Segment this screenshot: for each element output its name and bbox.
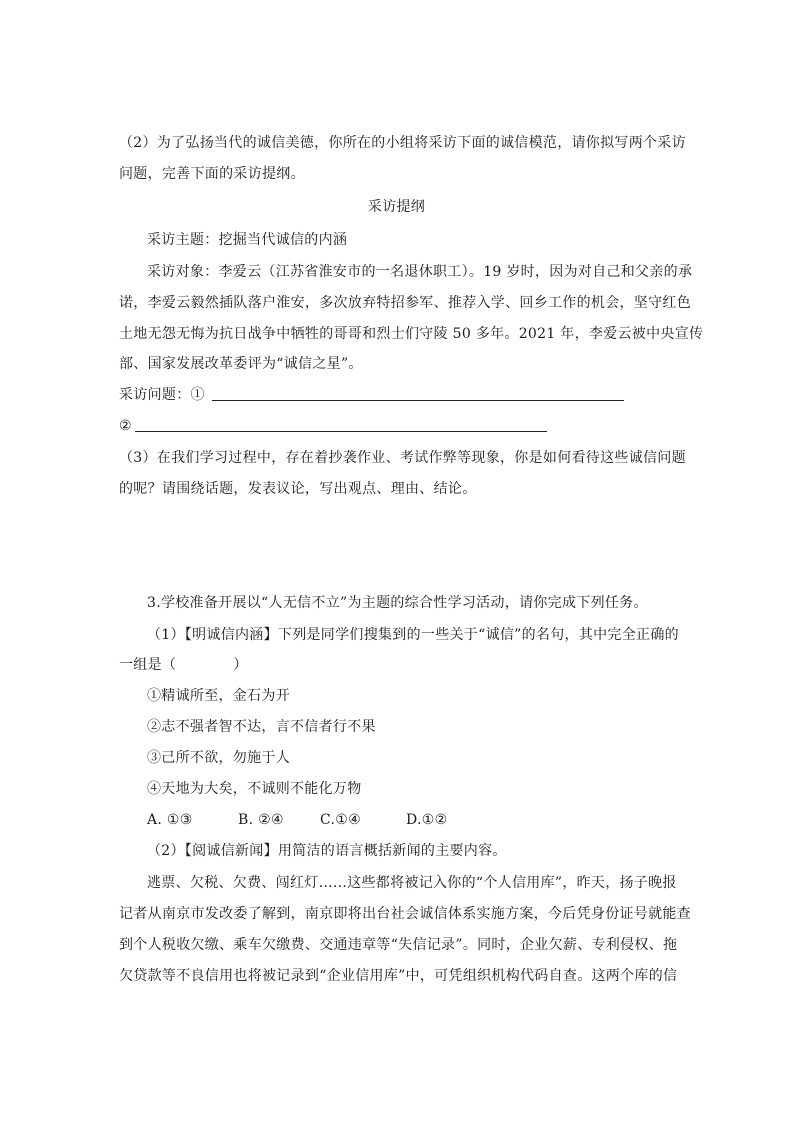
question-2-marker: ②	[119, 418, 132, 434]
choice-d[interactable]: D.①②	[406, 812, 448, 828]
question-3-line-2: 的呢？请围绕话题，发表议论，写出观点、理由、结论。	[119, 481, 477, 497]
interview-object-line-1: 采访对象：李爱云（江苏省淮安市的一名退休职工）。19 岁时，因为对自己和父亲的承	[147, 264, 693, 280]
interview-topic: 采访主题：挖掘当代诚信的内涵	[147, 232, 348, 248]
quote-item-1: ①精诚所至，金石为开	[147, 688, 290, 704]
news-line-2: 记者从南京市发改委了解到，南京即将出台社会诚信体系实施方案，今后凭身份证号就能查	[119, 906, 691, 922]
interview-questions-label: 采访问题：①	[119, 387, 205, 403]
question-2-line-1: （2）为了弘扬当代的诚信美德，你所在的小组将采访下面的诚信模范，请你拟写两个采访	[119, 135, 686, 151]
news-line-3: 到个人税收欠缴、乘车欠缴费、交通违章等“失信记录”。同时，企业欠薪、专利侵权、拖	[119, 937, 678, 953]
answer-blank-1[interactable]	[212, 400, 624, 401]
quote-item-4: ④天地为大矣，不诚则不能化万物	[147, 781, 362, 797]
quote-item-3: ③己所不欲，勿施于人	[147, 750, 290, 766]
news-line-1: 逃票、欠税、欠费、闯红灯……这些都将被记入你的“个人信用库”，昨天，扬子晚报	[147, 875, 677, 891]
quote-item-2: ②志不强者智不达，言不信者行不果	[147, 719, 376, 735]
news-line-4: 欠贷款等不良信用也将被记录到“企业信用库”中，可凭组织机构代码自查。这两个库的信	[119, 968, 678, 984]
question-2-line-2: 问题，完善下面的采访提纲。	[119, 166, 305, 182]
outline-title: 采访提纲	[367, 199, 426, 215]
choice-c[interactable]: C.①④	[320, 812, 361, 828]
choice-b[interactable]: B. ②④	[238, 812, 284, 828]
task-3-intro: 3.学校准备开展以“人无信不立”为主题的综合性学习活动，请你完成下列任务。	[147, 595, 648, 611]
interview-object-line-3: 土地无怨无悔为抗日战争中牺牲的哥哥和烈士们守陵 50 多年。2021 年，李爱云被中央宣传	[119, 326, 704, 342]
sub-question-2: （2）【阅诚信新闻】用简洁的语言概括新闻的主要内容。	[147, 843, 507, 859]
sub-question-1-line-2: 一组是（ ）	[119, 657, 248, 673]
interview-object-line-2: 诺，李爱云毅然插队落户淮安，多次放弃特招参军、推荐入学、回乡工作的机会，坚守红色	[119, 295, 691, 311]
choice-a[interactable]: A. ①③	[147, 812, 193, 828]
answer-blank-2[interactable]	[135, 431, 547, 432]
question-3-line-1: （3）在我们学习过程中，存在着抄袭作业、考试作弊等现象，你是如何看待这些诚信问题	[119, 450, 686, 466]
sub-question-1-line-1: （1）【明诚信内涵】下列是同学们搜集到的一些关于“诚信”的名句，其中完全正确的	[147, 627, 679, 643]
interview-object-line-4: 部、国家发展改革委评为“诚信之星”。	[119, 356, 363, 372]
